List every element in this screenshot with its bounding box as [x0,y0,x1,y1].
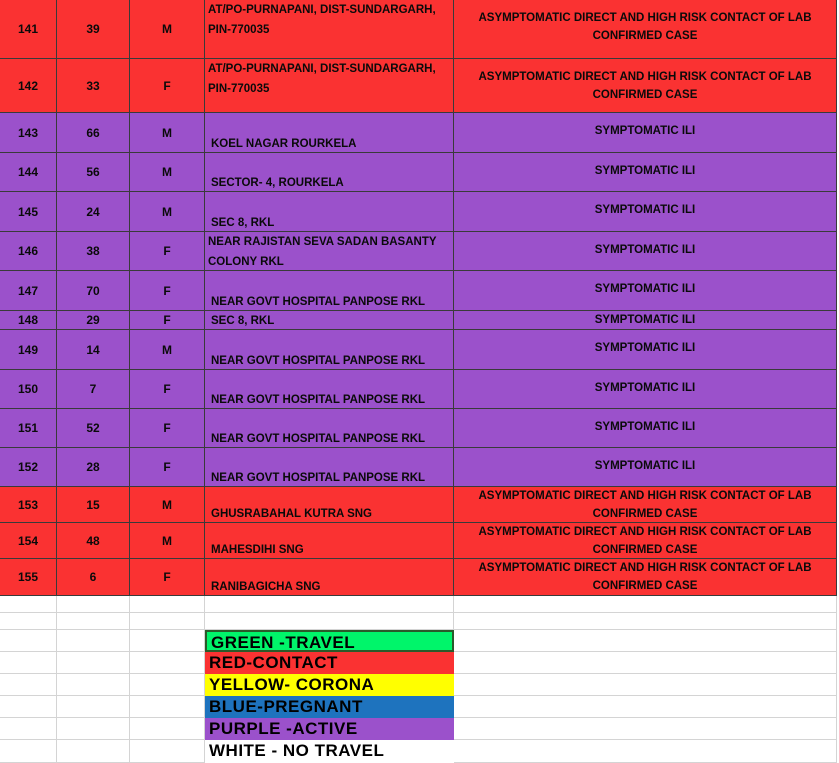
sex-cell[interactable]: F [130,271,205,311]
empty-cell[interactable] [130,652,205,674]
age-cell[interactable]: 39 [57,0,130,59]
empty-cell[interactable] [130,630,205,652]
remark-cell[interactable]: SYMPTOMATIC ILI [454,448,837,487]
address-cell[interactable]: MAHESDIHI SNG [205,523,454,559]
empty-cell[interactable] [130,740,205,763]
empty-cell[interactable] [454,696,837,718]
address-cell[interactable]: SECTOR- 4, ROURKELA [205,153,454,192]
empty-cell[interactable] [454,718,837,740]
age-cell[interactable]: 24 [57,192,130,232]
serial-cell[interactable]: 142 [0,59,57,113]
empty-cell[interactable] [205,596,454,613]
sex-cell[interactable]: M [130,523,205,559]
age-cell[interactable]: 14 [57,330,130,370]
age-cell[interactable]: 38 [57,232,130,271]
remark-cell[interactable]: ASYMPTOMATIC DIRECT AND HIGH RISK CONTACT OF LAB CONFIRMED CASE [454,559,837,596]
empty-cell[interactable] [57,696,130,718]
age-cell[interactable]: 29 [57,311,130,330]
remark-cell[interactable]: SYMPTOMATIC ILI [454,330,837,370]
empty-cell[interactable] [454,596,837,613]
serial-cell[interactable]: 141 [0,0,57,59]
remark-cell[interactable]: SYMPTOMATIC ILI [454,153,837,192]
serial-cell[interactable]: 144 [0,153,57,192]
age-cell[interactable]: 33 [57,59,130,113]
age-cell[interactable]: 48 [57,523,130,559]
empty-cell[interactable] [0,652,57,674]
legend-item[interactable]: GREEN -TRAVEL [205,630,454,652]
serial-cell[interactable]: 151 [0,409,57,448]
legend-item[interactable]: YELLOW- CORONA [205,674,454,696]
serial-cell[interactable]: 148 [0,311,57,330]
address-cell[interactable]: SEC 8, RKL [205,192,454,232]
age-cell[interactable]: 28 [57,448,130,487]
age-cell[interactable]: 56 [57,153,130,192]
sex-cell[interactable]: F [130,232,205,271]
empty-cell[interactable] [130,718,205,740]
serial-cell[interactable]: 149 [0,330,57,370]
remark-cell[interactable]: ASYMPTOMATIC DIRECT AND HIGH RISK CONTACT OF LAB CONFIRMED CASE [454,523,837,559]
empty-cell[interactable] [130,674,205,696]
empty-cell[interactable] [57,613,130,630]
age-cell[interactable]: 15 [57,487,130,523]
address-cell[interactable]: NEAR GOVT HOSPITAL PANPOSE RKL [205,370,454,409]
legend-item[interactable]: WHITE - NO TRAVEL [205,740,454,762]
remark-cell[interactable]: SYMPTOMATIC ILI [454,409,837,448]
age-cell[interactable]: 70 [57,271,130,311]
empty-cell[interactable] [0,630,57,652]
address-cell[interactable]: NEAR GOVT HOSPITAL PANPOSE RKL [205,409,454,448]
sex-cell[interactable]: F [130,448,205,487]
address-cell[interactable]: RANIBAGICHA SNG [205,559,454,596]
serial-cell[interactable]: 146 [0,232,57,271]
sex-cell[interactable]: M [130,192,205,232]
remark-cell[interactable]: SYMPTOMATIC ILI [454,271,837,311]
age-cell[interactable]: 66 [57,113,130,153]
address-cell[interactable]: AT/PO-PURNAPANI, DIST-SUNDARGARH, PIN-770035 [205,0,454,59]
remark-cell[interactable]: SYMPTOMATIC ILI [454,311,837,330]
empty-cell[interactable] [0,674,57,696]
sex-cell[interactable]: F [130,59,205,113]
empty-cell[interactable] [57,630,130,652]
sex-cell[interactable]: M [130,330,205,370]
empty-cell[interactable] [130,596,205,613]
address-cell[interactable]: NEAR GOVT HOSPITAL PANPOSE RKL [205,448,454,487]
empty-cell[interactable] [0,740,57,763]
age-cell[interactable]: 7 [57,370,130,409]
remark-cell[interactable]: ASYMPTOMATIC DIRECT AND HIGH RISK CONTACT OF LAB CONFIRMED CASE [454,0,837,59]
empty-cell[interactable] [0,718,57,740]
empty-cell[interactable] [57,596,130,613]
sex-cell[interactable]: F [130,559,205,596]
remark-cell[interactable]: ASYMPTOMATIC DIRECT AND HIGH RISK CONTACT OF LAB CONFIRMED CASE [454,59,837,113]
empty-cell[interactable] [0,696,57,718]
remark-cell[interactable]: ASYMPTOMATIC DIRECT AND HIGH RISK CONTACT OF LAB CONFIRMED CASE [454,487,837,523]
sex-cell[interactable]: F [130,370,205,409]
empty-cell[interactable] [0,613,57,630]
age-cell[interactable]: 52 [57,409,130,448]
empty-cell[interactable] [57,674,130,696]
serial-cell[interactable]: 154 [0,523,57,559]
empty-cell[interactable] [454,613,837,630]
empty-cell[interactable] [57,718,130,740]
sex-cell[interactable]: M [130,0,205,59]
remark-cell[interactable]: SYMPTOMATIC ILI [454,232,837,271]
empty-cell[interactable] [130,613,205,630]
age-cell[interactable]: 6 [57,559,130,596]
serial-cell[interactable]: 155 [0,559,57,596]
serial-cell[interactable]: 152 [0,448,57,487]
empty-cell[interactable] [57,740,130,763]
sex-cell[interactable]: M [130,113,205,153]
serial-cell[interactable]: 153 [0,487,57,523]
legend-item[interactable]: BLUE-PREGNANT [205,696,454,718]
remark-cell[interactable]: SYMPTOMATIC ILI [454,113,837,153]
serial-cell[interactable]: 143 [0,113,57,153]
address-cell[interactable]: AT/PO-PURNAPANI, DIST-SUNDARGARH, PIN-770035 [205,59,454,113]
address-cell[interactable]: NEAR GOVT HOSPITAL PANPOSE RKL [205,271,454,311]
address-cell[interactable]: SEC 8, RKL [205,311,454,330]
serial-cell[interactable]: 145 [0,192,57,232]
empty-cell[interactable] [0,596,57,613]
sex-cell[interactable]: M [130,153,205,192]
empty-cell[interactable] [454,652,837,674]
address-cell[interactable]: KOEL NAGAR ROURKELA [205,113,454,153]
address-cell[interactable]: GHUSRABAHAL KUTRA SNG [205,487,454,523]
sex-cell[interactable]: F [130,409,205,448]
address-cell[interactable]: NEAR RAJISTAN SEVA SADAN BASANTY COLONY RKL [205,232,454,271]
legend-item[interactable]: RED-CONTACT [205,652,454,674]
serial-cell[interactable]: 147 [0,271,57,311]
empty-cell[interactable] [130,696,205,718]
empty-cell[interactable] [57,652,130,674]
sex-cell[interactable]: F [130,311,205,330]
empty-cell[interactable] [454,674,837,696]
remark-cell[interactable]: SYMPTOMATIC ILI [454,192,837,232]
empty-cell[interactable] [454,740,837,763]
empty-cell[interactable] [205,613,454,630]
sex-cell[interactable]: M [130,487,205,523]
remark-cell[interactable]: SYMPTOMATIC ILI [454,370,837,409]
empty-cell[interactable] [454,630,837,652]
address-cell[interactable]: NEAR GOVT HOSPITAL PANPOSE RKL [205,330,454,370]
legend-item[interactable]: PURPLE -ACTIVE [205,718,454,740]
serial-cell[interactable]: 150 [0,370,57,409]
